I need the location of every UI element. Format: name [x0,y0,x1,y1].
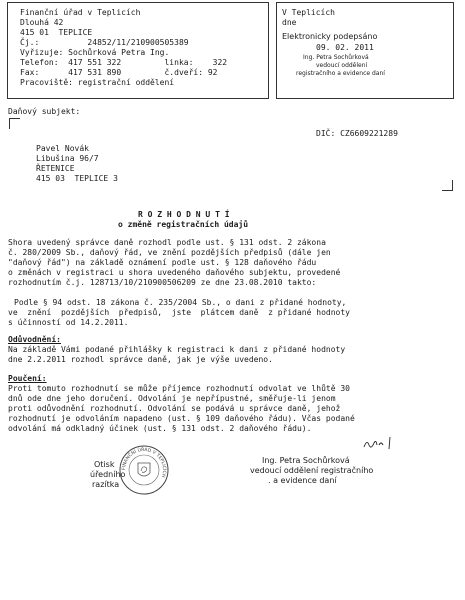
subject-postcode: 415 03 TEPLICE 3 [36,174,118,183]
handled-by: Vyřizuje: Sochůrková Petra Ing. [20,48,170,57]
paragraph-2-line: s účinností od 14.2.2011. [8,318,129,327]
reasoning-line: Na základě Vámi podané přihlášky k registraci k dani z přidané hodnoty [8,345,346,354]
seal-text: FINANČNÍ ÚŘAD V TEPLICÍCH [121,447,167,478]
tax-id: DIČ: CZ6609221289 [316,129,398,138]
official-seal [118,444,170,496]
signatory-department: . a evidence daní [268,476,337,485]
signer-role-small: vedoucí oddělení [316,62,368,69]
paragraph-1-line: o změnách v registraci u shora uvedeného daňového subjektu, provedené [8,268,341,277]
address-corner-br [442,180,453,191]
handwritten-signature [362,435,396,451]
signer-dept-small: registračního a evidence daní [296,70,385,77]
svg-text:FINANČNÍ ÚŘAD V TEPLICÍCH [121,445,168,478]
stamp-label-line: razítka [92,480,120,489]
place: V Teplicích [282,8,335,17]
electronic-signature-note: Elektronicky podepsáno [282,32,378,41]
stamp-label-line: Otisk [94,460,115,469]
lion-emblem-icon [138,463,150,476]
instruction-line: Proti tomuto rozhodnutí se může příjemce rozhodnutí odvolat ve lhůtě 30 [8,384,350,393]
office-city: 415 01 TEPLICE [20,28,93,37]
subject-town: ŘETENICE [36,164,75,173]
signer-name-small: Ing. Petra Sochůrková [303,54,369,61]
subject-name: Pavel Novák [36,144,89,153]
office-name: Finanční úřad v Teplicích [20,8,141,17]
decision-subtitle: o změně registračních údajů [118,220,249,229]
reasoning-line: dne 2.2.2011 rozhodl správce daně, jak je výše uvedeno. [8,355,273,364]
reference-number: Čj.: 24852/11/210900505389 [20,38,189,47]
instruction-line: rozhodnutí je odvoláním napadeno (ust. § 109 daňového řádu). Včas podané [8,414,355,423]
stamp-label-line: úředního [90,470,126,479]
office-street: Dlouhá 42 [20,18,64,27]
paragraph-1-line: č. 280/2009 Sb., daňový řád, ve znění pozdějších předpisů (dále jen [8,248,331,257]
paragraph-1-line: Shora uvedený správce daně rozhodl podle ust. § 131 odst. 2 zákona [8,238,326,247]
paragraph-1-line: rozhodnutím č.j. 128713/10/210900506209 ze dne 23.08.2010 takto: [8,278,317,287]
paragraph-2-line: Podle § 94 odst. 18 zákona č. 235/2004 Sb., o dani z přidané hodnoty, [14,298,347,307]
instruction-label: Poučení: [8,374,47,383]
instruction-line: odvolání má odkladný účinek (ust. § 131 odst. 2 daňového řádu). [8,424,312,433]
subject-street: Libušina 96/7 [36,154,99,163]
instruction-line: proti odůvodnění rozhodnutí. Odvolání se podává u správce daně, jehož [8,404,341,413]
fax: Fax: 417 531 890 č.dveří: 92 [20,68,218,77]
address-corner-tl [9,118,20,129]
paragraph-2-line: ve znění pozdějších předpisů, jste plátcem daně z přidané hodnoty [8,308,350,317]
paragraph-1-line: "daňový řád") na základě oznámení podle ust. § 128 daňového řádu [8,258,317,267]
subject-label: Daňový subjekt: [8,107,81,116]
decision-title: R O Z H O D N U T Í [138,210,230,219]
date-label: dne [282,18,297,27]
signatory-role: vedoucí oddělení registračního [250,466,374,475]
document-date: 09. 02. 2011 [316,43,374,52]
signatory-name: Ing. Petra Sochůrková [262,456,350,465]
workplace: Pracoviště: registrační oddělení [20,78,175,87]
reasoning-label: Odůvodnění: [8,335,61,344]
phone: Telefon: 417 551 322 linka: 322 [20,58,228,67]
instruction-line: dnů ode dne jeho doručení. Odvolání je nepřípustné, směřuje-li jenom [8,394,336,403]
